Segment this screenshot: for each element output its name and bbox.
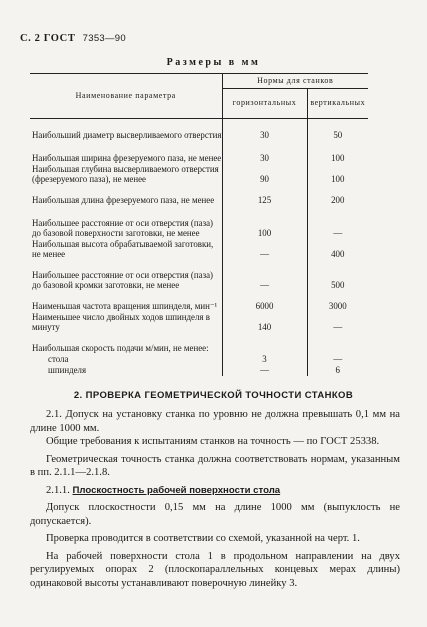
table-row [30, 354, 368, 365]
param-name: Наибольшая ширина фрезеруемого паза, не менее [32, 153, 222, 164]
param-name: Наименьшее число двойных ходов шпинделя в минуту [32, 311, 210, 333]
value-vertical [307, 333, 368, 354]
subsection-heading [30, 484, 400, 498]
table-row [30, 239, 368, 260]
value-vertical: 500 [307, 260, 368, 291]
page-header [20, 33, 126, 44]
section-title: 2. ПРОВЕРКА ГЕОМЕТРИЧЕСКОЙ ТОЧНОСТИ СТАНКОВ [73, 390, 354, 401]
value-vertical: 3000 [307, 291, 368, 312]
standard-label: ГОСТ [43, 33, 76, 44]
value-horizontal: 100 [222, 206, 307, 239]
value-vertical: 200 [307, 185, 368, 206]
table-row [30, 291, 368, 312]
param-name: Наибольшая высота обрабатываемой заготовки, не менее [32, 238, 214, 260]
param-name: Наибольшая скорость подачи м/мин, не менее: [32, 343, 209, 354]
paragraph: На рабочей поверхности стола 1 в продольном направлении на двух регулируемых опорах 2 (плоскопараллельных концевых мерах длины) одинаковой высоты устанавливают поверочную линейку 3. [30, 550, 400, 589]
table-row [30, 365, 368, 376]
param-name: Наибольшее расстояние от оси отверстия (паза) до базовой кромки заготовки, не менее [32, 269, 213, 291]
table-row [30, 206, 368, 239]
value-horizontal: 30 [222, 119, 307, 141]
parameters-table [30, 73, 368, 376]
value-horizontal: 90 [222, 164, 307, 185]
table-row [30, 333, 368, 354]
standard-number: 7353—90 [82, 33, 126, 44]
paragraph: Допуск плоскостности 0,15 мм на длине 1000 мм (выпуклость не допускается). [30, 502, 400, 527]
value-horizontal: 125 [222, 185, 307, 206]
value-horizontal: — [222, 365, 307, 376]
value-horizontal: 6000 [222, 291, 307, 312]
table-row [30, 164, 368, 185]
param-name: шпинделя [48, 365, 87, 376]
subsection-title: Плоскостность рабочей поверхности стола [72, 484, 281, 496]
value-vertical: 100 [307, 164, 368, 185]
param-name: Наибольшая длина фрезеруемого паза, не менее [32, 195, 215, 206]
table-row [30, 141, 368, 164]
col-header-name: Наименование параметра [30, 74, 222, 119]
value-horizontal: 140 [222, 312, 307, 333]
table-row [30, 260, 368, 291]
value-vertical: 100 [307, 141, 368, 164]
value-horizontal: — [222, 260, 307, 291]
sizes-title: Размеры в мм [166, 57, 261, 68]
col-header-norms: Нормы для станков [222, 74, 368, 89]
paragraph: Общие требования к испытаниям станков на точность — по ГОСТ 25338. [46, 436, 380, 447]
value-horizontal: 3 [222, 354, 307, 365]
value-vertical: — [307, 354, 368, 365]
param-name: Наибольший диаметр высверливаемого отверстия [32, 130, 222, 141]
section-text [30, 408, 400, 590]
value-vertical: — [307, 312, 368, 333]
table-row [30, 312, 368, 333]
param-name: Наименьшая частота вращения шпинделя, мин⁻¹ [32, 301, 218, 312]
col-header-horizontal: горизонтальных [222, 89, 307, 119]
col-header-vertical: вертикальных [307, 89, 368, 119]
page-number: С. 2 [20, 33, 41, 44]
param-name: Наибольшее расстояние от оси отверстия (паза) до базовой поверхности заготовки, не менее [32, 217, 213, 239]
param-name: Наибольшая глубина высверливаемого отверстия (фрезеруемого паза), не менее [32, 163, 219, 185]
subsection-number: 2.1.1. [46, 484, 70, 496]
table-row [30, 119, 368, 141]
paragraph: 2.1. Допуск на установку станка по уровню не должна превышать 0,1 мм на длине 1000 мм. [30, 409, 400, 434]
table-row [30, 185, 368, 206]
value-vertical: 50 [307, 119, 368, 141]
value-vertical: — [307, 206, 368, 239]
value-horizontal: — [222, 239, 307, 260]
paragraph: Геометрическая точность станка должна соответствовать нормам, указанным в пп. 2.1.1—2.1.8. [30, 453, 400, 478]
value-vertical: 400 [307, 239, 368, 260]
value-vertical: 6 [307, 365, 368, 376]
param-name: стола [48, 354, 69, 365]
value-horizontal [222, 333, 307, 354]
paragraph: Проверка проводится в соответствии со схемой, указанной на черт. 1. [46, 533, 360, 544]
value-horizontal: 30 [222, 141, 307, 164]
